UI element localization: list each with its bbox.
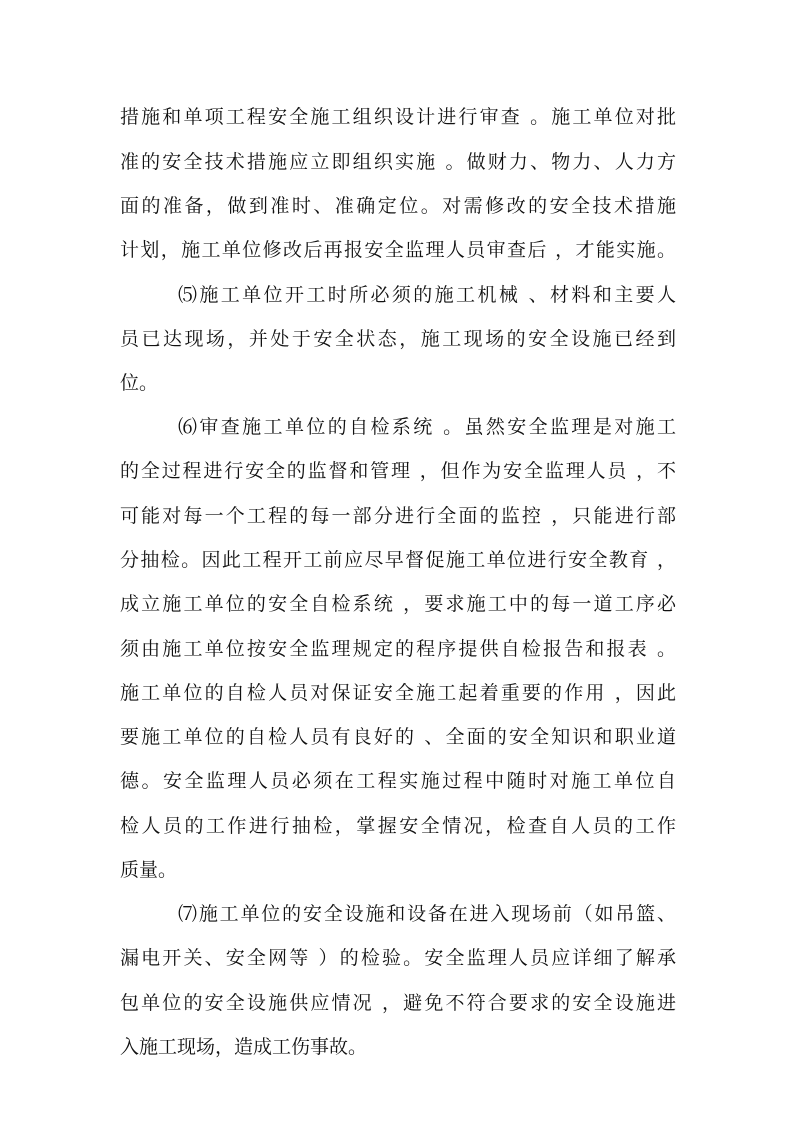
- text-line: 须由施工单位按安全监理规定的程序提供自检报告和报表 。: [120, 638, 676, 660]
- text-line: 措施和单项工程安全施工组织设计进行审查 。施工单位对批: [120, 106, 676, 128]
- text-line: 面的准备，做到准时、准确定位。对需修改的安全技术措施: [120, 195, 676, 217]
- text-line: ⑺施工单位的安全设施和设备在进入现场前（如吊篮、: [178, 903, 676, 925]
- text-line: 位。: [120, 372, 159, 394]
- text-line: 质量。: [120, 859, 178, 881]
- text-line: ⑹审查施工单位的自检系统 。虽然安全监理是对施工: [178, 416, 676, 438]
- text-line: 分抽检。因此工程开工前应尽早督促施工单位进行安全教育 ，: [120, 549, 676, 571]
- text-line: 施工单位的自检人员对保证安全施工起着重要的作用 ，因此: [120, 682, 676, 704]
- text-line: 要施工单位的自检人员有良好的 、全面的安全知识和职业道: [120, 726, 676, 748]
- text-line: 成立施工单位的安全自检系统 ，要求施工中的每一道工序必: [120, 593, 676, 615]
- text-line: 计划，施工单位修改后再报安全监理人员审查后 ，才能实施。: [120, 239, 676, 261]
- text-line: 可能对每一个工程的每一部分进行全面的监控 ，只能进行部: [120, 505, 676, 527]
- text-line: 的全过程进行安全的监督和管理 ，但作为安全监理人员 ，不: [120, 460, 676, 482]
- text-line: 员已达现场，并处于安全状态，施工现场的安全设施已经到: [120, 328, 676, 350]
- text-line: ⑸施工单位开工时所必须的施工机械 、材料和主要人: [178, 284, 676, 306]
- text-line: 准的安全技术措施应立即组织实施 。做财力、物力、人力方: [120, 151, 676, 173]
- text-line: 包单位的安全设施供应情况 ，避免不符合要求的安全设施进: [120, 992, 676, 1014]
- text-line: 漏电开关、安全网等 ）的检验。安全监理人员应详细了解承: [120, 947, 676, 969]
- text-line: 检人员的工作进行抽检，掌握安全情况，检查自人员的工作: [120, 815, 676, 837]
- text-line: 德。安全监理人员必须在工程实施过程中随时对施工单位自: [120, 770, 676, 792]
- text-line: 入施工现场，造成工伤事故。: [120, 1036, 368, 1058]
